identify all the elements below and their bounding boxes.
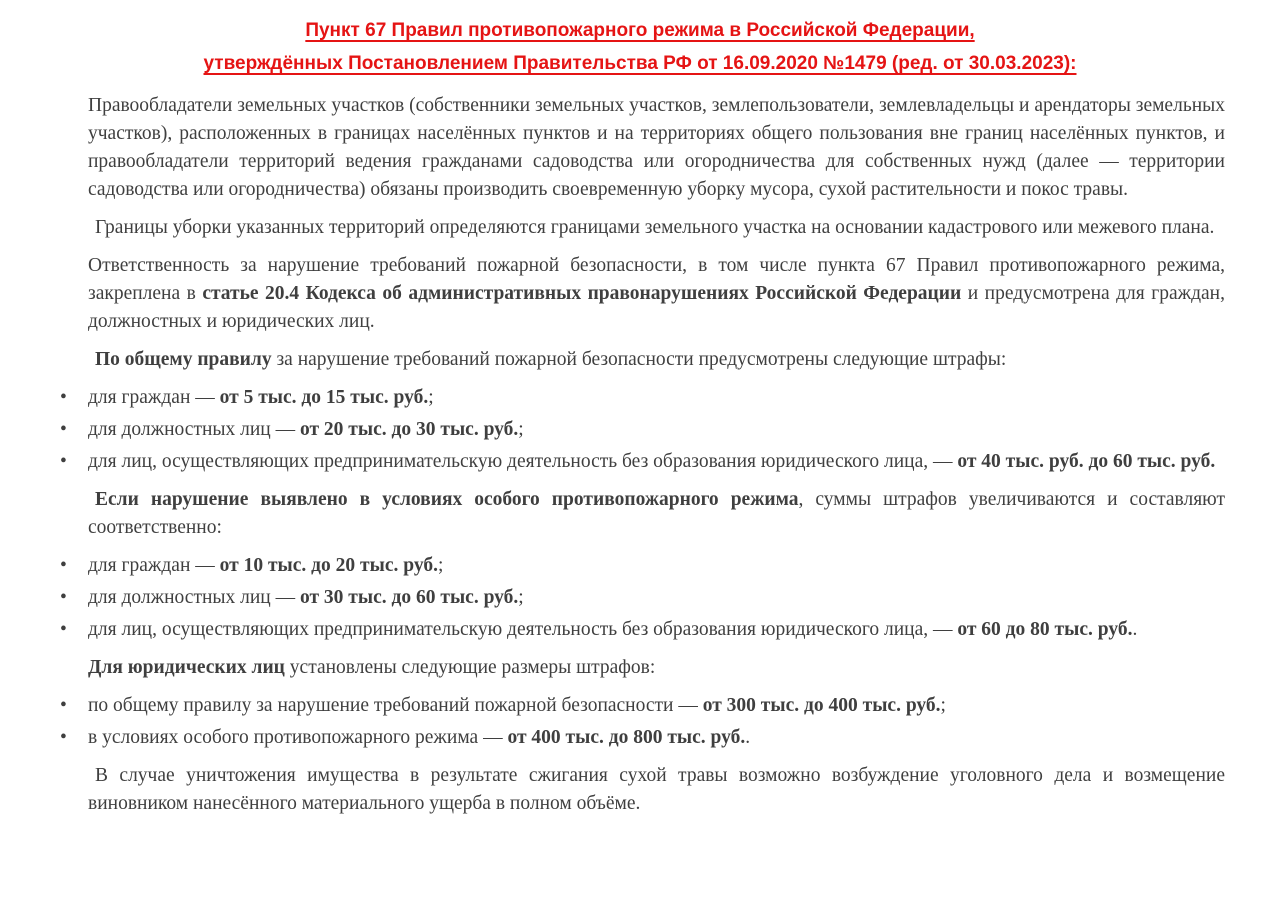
fine-amount: от 5 тыс. до 15 тыс. руб. [219, 387, 429, 408]
special-regime-lead: Если нарушение выявлено в условиях особого противопожарного режима [95, 489, 799, 510]
paragraph-special-regime-intro [88, 486, 1225, 542]
fine-amount: от 400 тыс. до 800 тыс. руб. [507, 727, 746, 748]
fines-list-general [60, 384, 1225, 476]
fine-amount: от 300 тыс. до 400 тыс. руб. [702, 695, 941, 716]
fine-amount: от 60 до 80 тыс. руб. [957, 619, 1133, 640]
list-item-tail: . [745, 727, 751, 748]
list-item-legal-special-fine [60, 724, 1225, 752]
paragraph-criminal-case-note [88, 762, 1225, 818]
list-item-text: для должностных лиц — [88, 419, 300, 440]
list-item-tail: . [1132, 619, 1138, 640]
fine-amount: от 20 тыс. до 30 тыс. руб. [299, 419, 519, 440]
list-item-tail: ; [518, 587, 524, 608]
list-item-officials-fine [60, 584, 1225, 612]
document-title [0, 14, 1280, 80]
title-line-2: утверждённых Постановлением Правительства РФ от 16.09.2020 №1479 (ред. от 30.03.2023): [203, 53, 1077, 74]
bullet-icon: • [60, 727, 67, 748]
list-item-entrepreneurs-fine [60, 448, 1225, 476]
list-item-officials-fine [60, 416, 1225, 444]
paragraph-text: , суммы штрафов увеличиваются и составляют соответственно: [88, 489, 1225, 538]
paragraph-text: В случае уничтожения имущества в результате сжигания сухой травы возможно возбуждение уголовного дела и возмещение виновником нанесённого материального ущерба в полном объёме. [88, 765, 1225, 814]
list-item-tail: ; [437, 555, 444, 576]
bullet-icon: • [60, 695, 67, 716]
fine-amount: от 40 тыс. руб. до 60 тыс. руб. [957, 451, 1216, 472]
bullet-icon: • [60, 587, 67, 608]
fine-amount: от 30 тыс. до 60 тыс. руб. [299, 587, 519, 608]
koap-article-reference: статье 20.4 Кодекса об административных правонарушениях Российской Федерации [202, 283, 962, 304]
paragraph-responsibility-koap [88, 252, 1225, 336]
paragraph-cleaning-boundaries [88, 214, 1225, 242]
paragraph-text: Границы уборки указанных территорий определяются границами земельного участка на основании кадастрового или межевого плана. [95, 217, 1215, 238]
list-item-text: для граждан — [88, 555, 220, 576]
list-item-text: в условиях особого противопожарного режима — [88, 727, 508, 748]
paragraph-landowners-duty [88, 92, 1225, 204]
list-item-tail: ; [428, 387, 434, 408]
list-item-citizens-fine [60, 384, 1225, 412]
paragraph-general-rule-intro [88, 346, 1225, 374]
fines-list-legal-entities [60, 692, 1225, 752]
bullet-icon: • [60, 619, 67, 640]
title-line-1: Пункт 67 Правил противопожарного режима в Российской Федерации, [305, 20, 975, 41]
legal-entities-lead: Для юридических лиц [88, 657, 285, 678]
bullet-icon: • [60, 555, 67, 576]
fine-amount: от 10 тыс. до 20 тыс. руб. [219, 555, 438, 576]
paragraph-text: за нарушение требований пожарной безопасности предусмотрены следующие штрафы: [271, 349, 1007, 370]
list-item-tail: ; [940, 695, 946, 716]
paragraph-text: Правообладатели земельных участков (собственники земельных участков, землепользователи, землевладельцы и арендаторы земельных участков), расположенных в границах населённых пунктов и на территориях общего пользования вне границ населённых пунктов, и правообладатели территорий ведения гражданами садоводства или огородничества для собственных нужд (далее — территории садоводства или огородничества) обязаны производить своевременную уборку мусора, сухой растительности и покос травы. [88, 95, 1225, 200]
list-item-legal-general-fine [60, 692, 1225, 720]
list-item-text: по общему правилу за нарушение требований пожарной безопасности — [88, 695, 703, 716]
paragraph-text: установлены следующие размеры штрафов: [284, 657, 656, 678]
paragraph-text: и предусмотрена для граждан, должностных и юридических лиц. [88, 283, 1225, 332]
bullet-icon: • [60, 451, 67, 472]
list-item-text: для должностных лиц — [88, 587, 300, 608]
bullet-icon: • [60, 419, 67, 440]
paragraph-text: Ответственность за нарушение требований пожарной безопасности, в том числе пункта 67 Правил противопожарного режима, закреплена в [88, 255, 1225, 304]
list-item-citizens-fine [60, 552, 1225, 580]
fines-list-special-regime [60, 552, 1225, 644]
list-item-tail: ; [518, 419, 524, 440]
bullet-icon: • [60, 387, 67, 408]
list-item-text: для лиц, осуществляющих предпринимательскую деятельность без образования юридического лица, — [88, 619, 958, 640]
general-rule-lead: По общему правилу [95, 349, 272, 370]
paragraph-legal-entities-intro [88, 654, 1225, 682]
list-item-text: для лиц, осуществляющих предпринимательскую деятельность без образования юридического лица, — [88, 451, 958, 472]
list-item-text: для граждан — [88, 387, 220, 408]
list-item-entrepreneurs-fine [60, 616, 1225, 644]
